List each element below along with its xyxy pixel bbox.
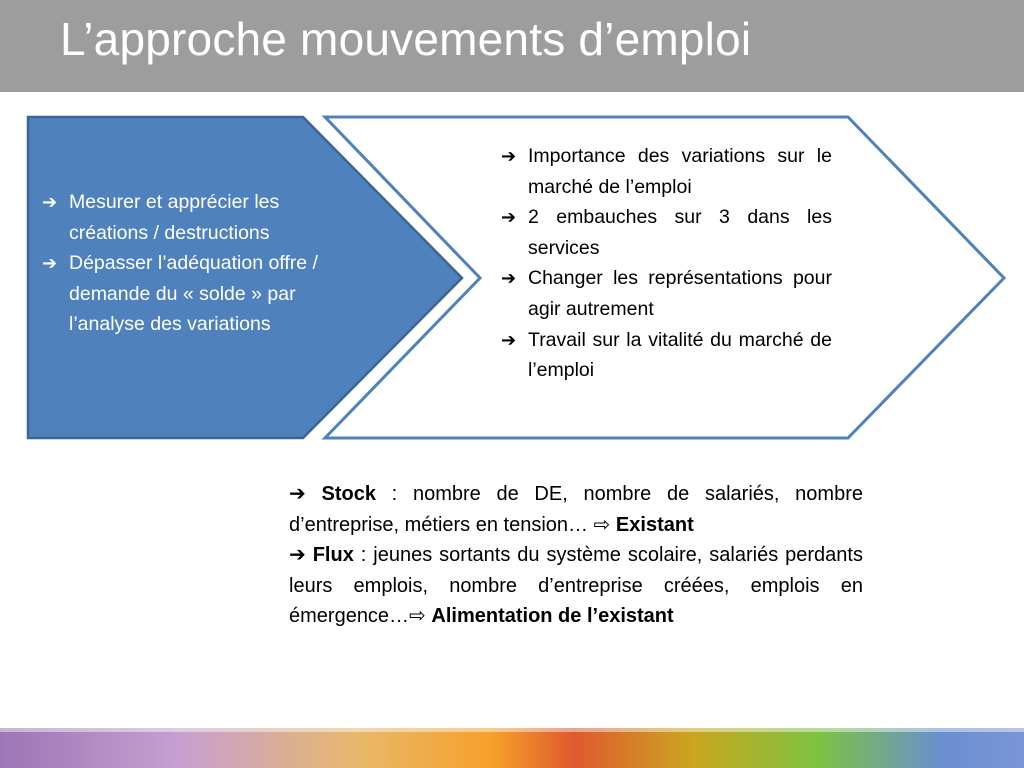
list-item-text: Mesurer et apprécier les créations / destructions [69,191,280,244]
decorative-color-band [0,728,1024,768]
slide-title: L’approche mouvements d’emploi [60,13,752,65]
stock-flux-text [289,479,863,632]
list-item-text: Importance des variations sur le marché de l’emploi [528,145,832,198]
left-chevron-text [42,187,358,340]
list-item [501,202,832,263]
stock-result: Existant [615,513,694,536]
arrow-icon: ➔ [289,544,306,567]
arrow-icon: ➔ [289,483,306,505]
hollow-arrow-icon: ⇨ [593,513,611,536]
list-item-text: Travail sur la vitalité du marché de l’emploi [528,328,832,382]
flux-result: Alimentation de l’existant [431,605,674,628]
stock-text: : nombre de DE, nombre de salariés, nombre d’entreprise, métiers en tension… [289,483,863,536]
arrow-icon: ➔ [501,329,517,350]
list-item [42,187,358,248]
list-item [501,325,832,386]
flux-label: Flux [312,544,354,567]
list-item-text: 2 embauches sur 3 dans les services [528,206,832,259]
list-item-text: Dépasser l’adéquation offre / demande du « solde » par l’analyse des variations [69,252,318,336]
arrow-icon: ➔ [501,146,517,166]
stock-label: Stock [321,483,376,505]
arrow-icon: ➔ [42,253,58,274]
arrow-icon: ➔ [42,192,58,212]
flux-paragraph [289,540,863,632]
list-item [501,141,832,202]
arrow-icon: ➔ [501,207,517,228]
hollow-arrow-icon: ⇨ [409,605,426,628]
list-item [501,263,832,324]
decorative-band-highlight [0,728,1024,732]
stock-paragraph [289,479,863,540]
list-item-text: Changer les représentations pour agir autrement [528,267,832,320]
right-chevron-text [501,141,832,386]
list-item [42,248,358,340]
arrow-icon: ➔ [501,268,517,289]
flux-text: : jeunes sortants du système scolaire, salariés perdants leurs emplois, nombre d’entreprise créées, emplois en émergence… [289,544,863,628]
